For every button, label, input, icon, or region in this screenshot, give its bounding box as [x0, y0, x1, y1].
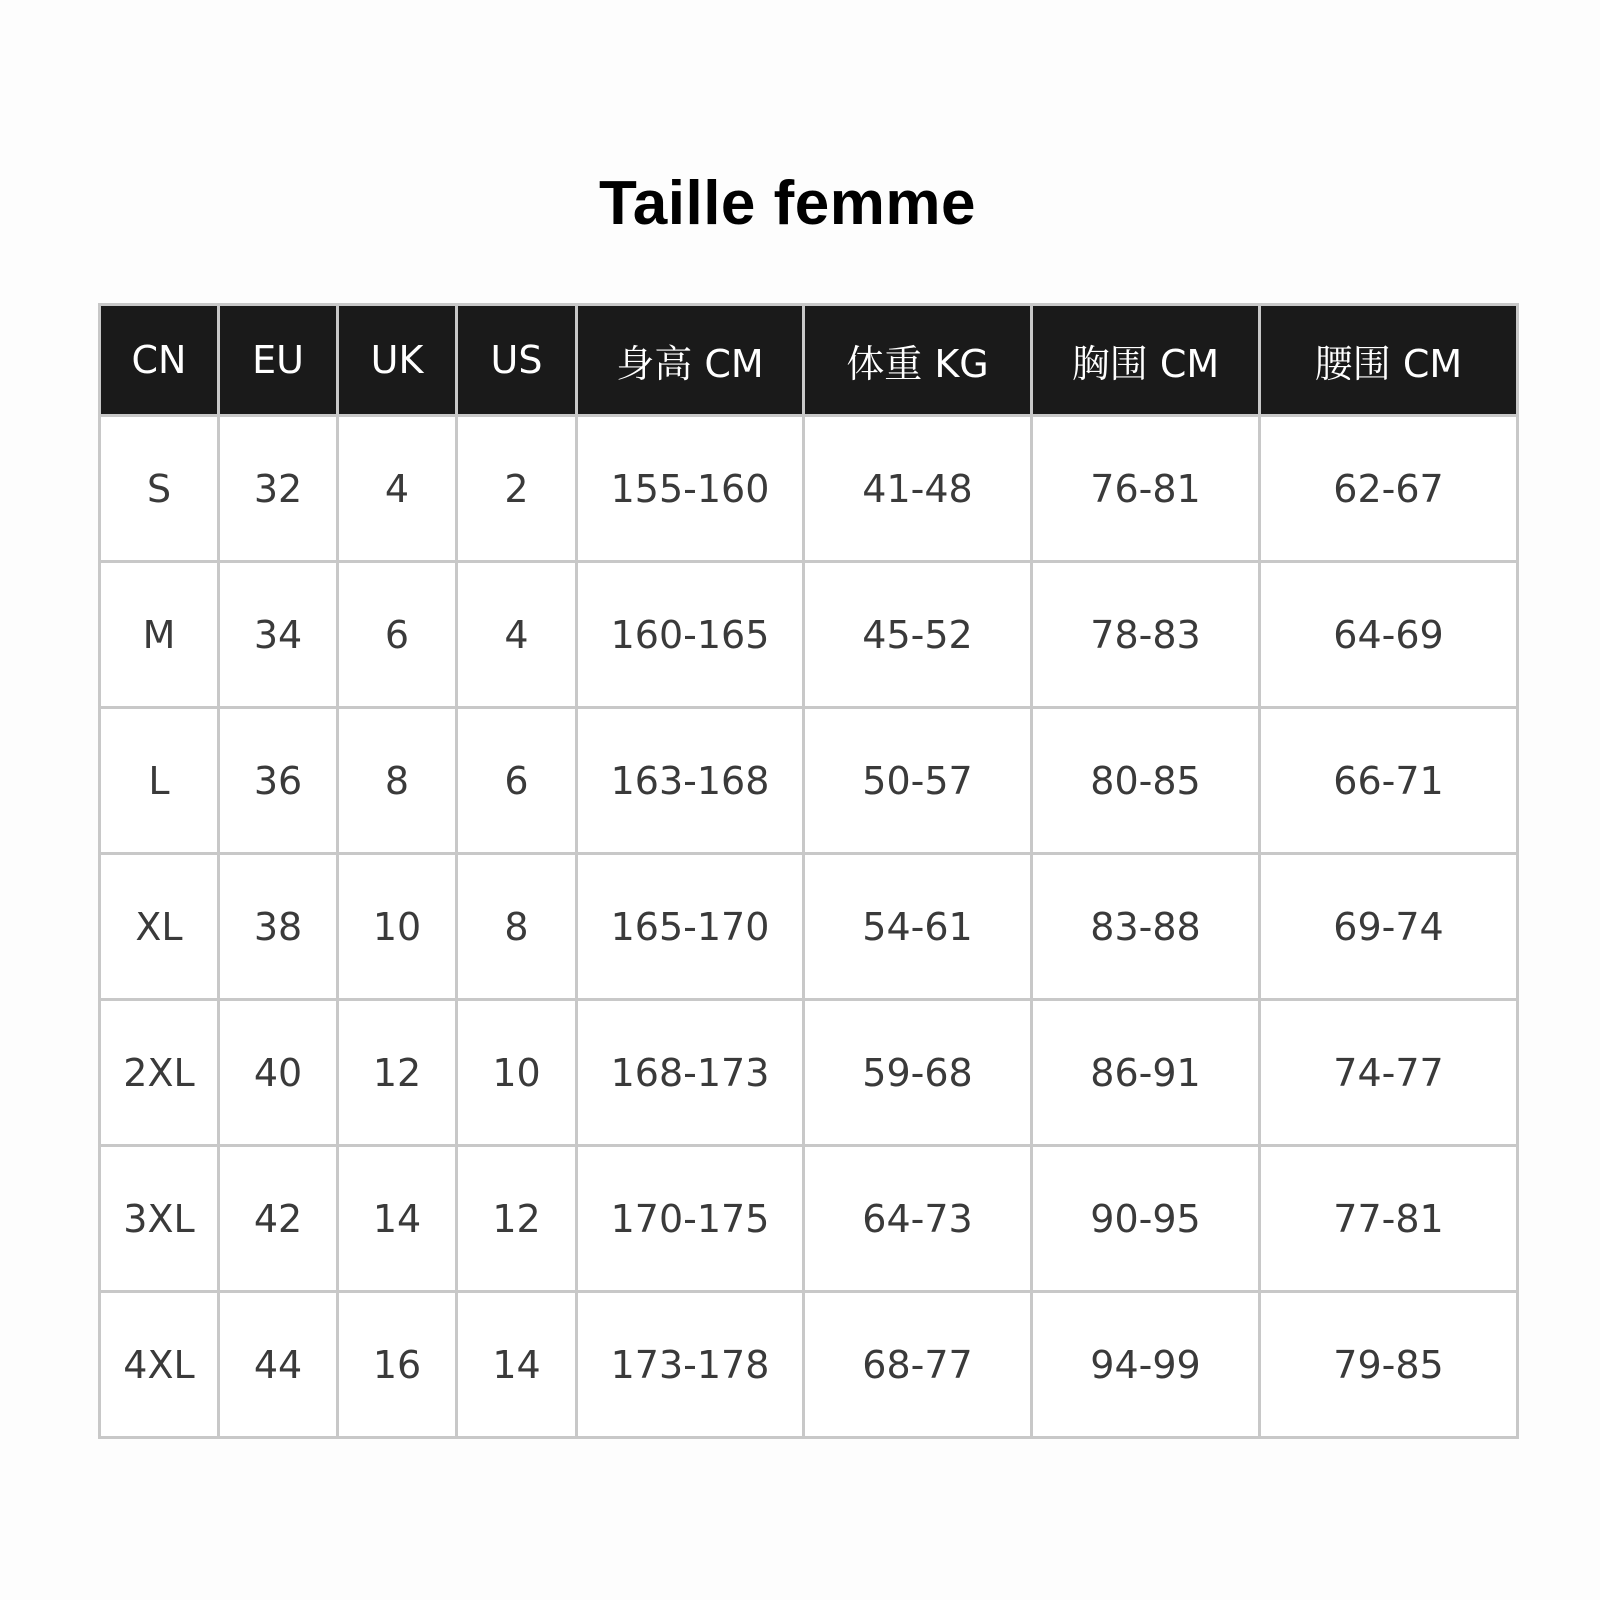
table-cell: 36: [219, 708, 338, 854]
table-row: [100, 1292, 1518, 1438]
table-cell: 165-170: [577, 854, 804, 1000]
table-cell: L: [100, 708, 219, 854]
table-cell: 160-165: [577, 562, 804, 708]
table-cell: 6: [457, 708, 577, 854]
table-cell: XL: [100, 854, 219, 1000]
header-eu: EU: [219, 305, 338, 416]
size-chart-table: [98, 303, 1519, 1439]
table-cell: 64-69: [1260, 562, 1518, 708]
header-bust: 胸围 CM: [1032, 305, 1260, 416]
table-cell: 45-52: [804, 562, 1032, 708]
page-title: Taille femme: [598, 169, 976, 238]
table-cell: 14: [457, 1292, 577, 1438]
table-cell: 4XL: [100, 1292, 219, 1438]
table-cell: 32: [219, 416, 338, 562]
table-cell: 80-85: [1032, 708, 1260, 854]
table-cell: 173-178: [577, 1292, 804, 1438]
table-cell: 59-68: [804, 1000, 1032, 1146]
header-waist: 腰围 CM: [1260, 305, 1518, 416]
table-cell: 83-88: [1032, 854, 1260, 1000]
table-cell: 16: [338, 1292, 457, 1438]
header-uk: UK: [338, 305, 457, 416]
table-cell: 6: [338, 562, 457, 708]
table-cell: M: [100, 562, 219, 708]
table-row: [100, 416, 1518, 562]
table-cell: 4: [457, 562, 577, 708]
header-us: US: [457, 305, 577, 416]
table-cell: 86-91: [1032, 1000, 1260, 1146]
table-row: [100, 562, 1518, 708]
table-cell: 3XL: [100, 1146, 219, 1292]
table-cell: 170-175: [577, 1146, 804, 1292]
table-cell: 8: [338, 708, 457, 854]
header-weight: 体重 KG: [804, 305, 1032, 416]
table-row: [100, 708, 1518, 854]
table-cell: 163-168: [577, 708, 804, 854]
table-row: [100, 1000, 1518, 1146]
header-cn: CN: [100, 305, 219, 416]
table-cell: 77-81: [1260, 1146, 1518, 1292]
table-cell: 10: [457, 1000, 577, 1146]
table-cell: 44: [219, 1292, 338, 1438]
table-cell: 68-77: [804, 1292, 1032, 1438]
table-cell: 2XL: [100, 1000, 219, 1146]
table-cell: 64-73: [804, 1146, 1032, 1292]
table-cell: 62-67: [1260, 416, 1518, 562]
table-cell: 50-57: [804, 708, 1032, 854]
table-cell: S: [100, 416, 219, 562]
table-cell: 42: [219, 1146, 338, 1292]
header-height: 身高 CM: [577, 305, 804, 416]
table-cell: 8: [457, 854, 577, 1000]
table-cell: 168-173: [577, 1000, 804, 1146]
table-cell: 54-61: [804, 854, 1032, 1000]
table-cell: 79-85: [1260, 1292, 1518, 1438]
table-row: [100, 854, 1518, 1000]
table-cell: 4: [338, 416, 457, 562]
table-cell: 90-95: [1032, 1146, 1260, 1292]
table-cell: 94-99: [1032, 1292, 1260, 1438]
table-body: [100, 416, 1518, 1438]
header-row: [100, 305, 1518, 416]
table-cell: 2: [457, 416, 577, 562]
table-cell: 41-48: [804, 416, 1032, 562]
table-cell: 78-83: [1032, 562, 1260, 708]
table-cell: 76-81: [1032, 416, 1260, 562]
table-cell: 10: [338, 854, 457, 1000]
table-cell: 12: [338, 1000, 457, 1146]
table-cell: 66-71: [1260, 708, 1518, 854]
table-cell: 12: [457, 1146, 577, 1292]
table-cell: 34: [219, 562, 338, 708]
table-cell: 74-77: [1260, 1000, 1518, 1146]
table-row: [100, 1146, 1518, 1292]
table-cell: 38: [219, 854, 338, 1000]
table-cell: 69-74: [1260, 854, 1518, 1000]
table-header: [100, 305, 1518, 416]
table-cell: 155-160: [577, 416, 804, 562]
table-cell: 40: [219, 1000, 338, 1146]
table-cell: 14: [338, 1146, 457, 1292]
